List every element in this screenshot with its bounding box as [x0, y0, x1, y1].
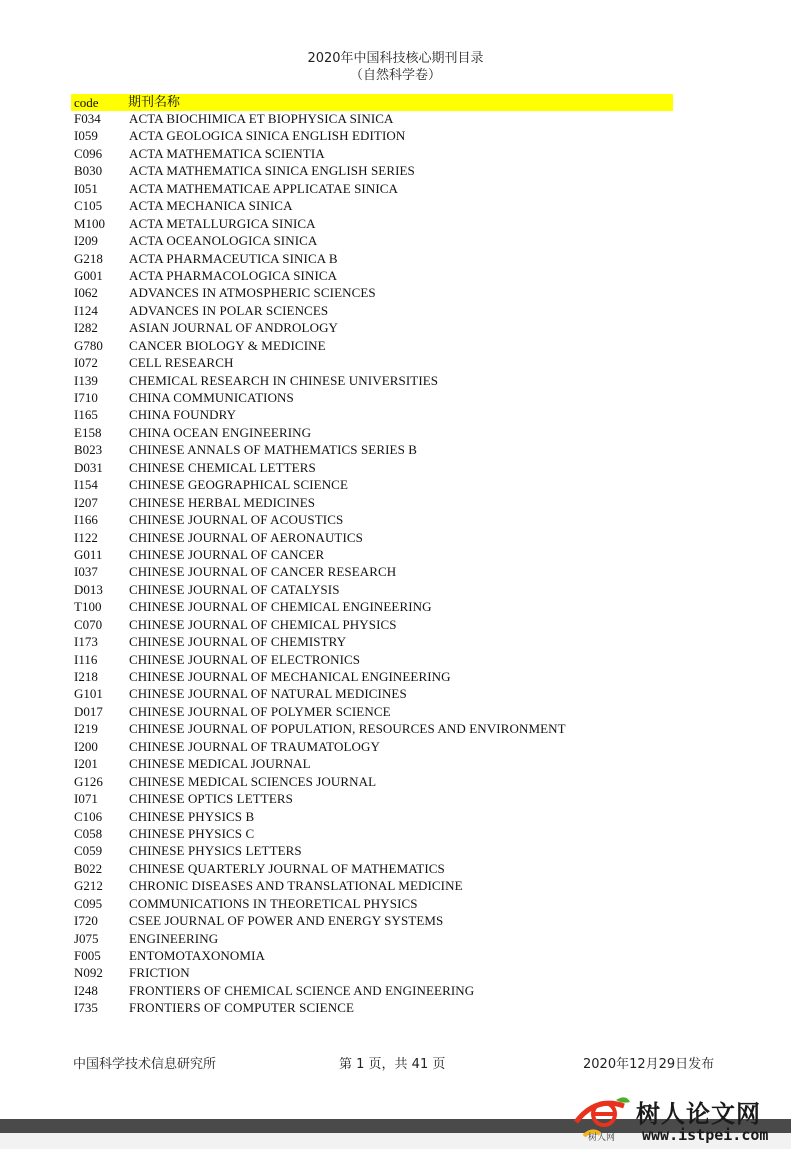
journal-code: I282	[74, 320, 98, 336]
journal-name: CHINESE OPTICS LETTERS	[129, 791, 293, 807]
journal-code: I124	[74, 302, 98, 318]
page-title: 2020年中国科技核心期刊目录	[307, 51, 484, 66]
table-row	[0, 860, 791, 877]
journal-name: ADVANCES IN ATMOSPHERIC SCIENCES	[129, 285, 376, 301]
table-row	[0, 250, 791, 267]
table-row	[0, 930, 791, 947]
journal-code: I207	[74, 494, 98, 510]
table-row	[0, 319, 791, 336]
journal-name: CHINA COMMUNICATIONS	[129, 390, 294, 405]
journal-name: CHINESE PHYSICS B	[129, 808, 255, 824]
journal-name: FRONTIERS OF CHEMICAL SCIENCE AND ENGINEERING	[129, 982, 475, 998]
journal-name: CHINESE PHYSICS C	[129, 825, 255, 841]
table-row	[0, 982, 791, 999]
footer-page-number: 第 1 页，共 41 页	[339, 1057, 446, 1072]
table-row	[0, 720, 791, 737]
journal-name: CHINESE JOURNAL OF CHEMISTRY	[129, 634, 347, 650]
journal-code: G780	[74, 337, 103, 353]
journal-name: CHINESE JOURNAL OF CANCER	[129, 546, 325, 562]
table-row	[0, 685, 791, 702]
journal-code: C106	[74, 808, 103, 824]
journal-code: I219	[74, 721, 98, 737]
table-row	[0, 372, 791, 389]
journal-code: G001	[74, 267, 103, 283]
table-row	[0, 877, 791, 894]
journal-name: CHINESE JOURNAL OF AERONAUTICS	[129, 529, 364, 545]
journal-code: C105	[74, 198, 103, 214]
table-row	[0, 145, 791, 162]
table-row	[0, 511, 791, 528]
journal-code: C096	[74, 145, 103, 161]
table-row	[0, 441, 791, 458]
journal-code: F005	[74, 948, 101, 963]
journal-code: I710	[74, 390, 98, 405]
journal-name: CHINA FOUNDRY	[129, 407, 237, 423]
journal-code: I071	[74, 791, 98, 807]
journal-name: ADVANCES IN POLAR SCIENCES	[129, 302, 329, 318]
journal-code: D017	[74, 703, 103, 719]
table-row	[0, 563, 791, 580]
journal-code: C058	[74, 825, 103, 841]
table-row	[0, 773, 791, 790]
journal-code: I154	[74, 477, 98, 493]
table-row	[0, 127, 791, 144]
table-row	[0, 424, 791, 441]
journal-code: T100	[74, 599, 102, 615]
journal-code: I200	[74, 738, 98, 754]
journal-name: CHINESE JOURNAL OF TRAUMATOLOGY	[129, 738, 380, 754]
journal-name: CHINESE JOURNAL OF MECHANICAL ENGINEERING	[129, 669, 451, 684]
table-row	[0, 964, 791, 981]
table-row	[0, 999, 791, 1016]
journal-code: I166	[74, 512, 98, 528]
table-row	[0, 302, 791, 319]
watermark-site-name: 树人论文网	[636, 1100, 761, 1128]
journal-name: FRICTION	[129, 965, 190, 981]
watermark-small-text: 树人网	[588, 1133, 616, 1143]
journal-code: B023	[74, 442, 103, 458]
table-row	[0, 651, 791, 668]
journal-code: D031	[74, 459, 103, 475]
journal-code: G126	[74, 773, 103, 789]
journal-code: I165	[74, 407, 98, 423]
journal-code: I209	[74, 233, 98, 249]
footer-publisher: 中国科学技术信息研究所	[73, 1057, 217, 1072]
journal-name: CHINESE CHEMICAL LETTERS	[129, 459, 316, 475]
journal-name: ENGINEERING	[129, 930, 219, 946]
journal-code: C059	[74, 843, 103, 859]
journal-list	[0, 110, 791, 1017]
journal-code: C070	[74, 616, 103, 632]
journal-code: G101	[74, 686, 103, 702]
journal-code: J075	[74, 930, 99, 946]
journal-name: CHINESE HERBAL MEDICINES	[129, 494, 316, 510]
journal-code: I201	[74, 756, 98, 772]
table-row	[0, 232, 791, 249]
table-row	[0, 476, 791, 493]
watermark-url: www.istpei.com	[642, 1126, 769, 1144]
table-row	[0, 842, 791, 859]
table-row	[0, 790, 791, 807]
journal-name: ACTA MATHEMATICAE APPLICATAE SINICA	[129, 180, 399, 196]
journal-code: I062	[74, 285, 98, 301]
journal-code: I218	[74, 669, 98, 684]
journal-code: B030	[74, 163, 103, 179]
journal-code: I122	[74, 529, 98, 545]
table-row	[0, 354, 791, 371]
journal-code: D013	[74, 581, 103, 597]
journal-name: CHINESE PHYSICS LETTERS	[129, 843, 302, 859]
table-row	[0, 912, 791, 929]
journal-code: I173	[74, 634, 98, 650]
table-row	[0, 703, 791, 720]
journal-name: CHINESE JOURNAL OF CHEMICAL ENGINEERING	[129, 599, 432, 615]
table-row	[0, 895, 791, 912]
journal-name: CHEMICAL RESEARCH IN CHINESE UNIVERSITIES	[129, 372, 439, 388]
journal-name: ACTA OCEANOLOGICA SINICA	[129, 233, 318, 249]
watermark	[562, 1092, 791, 1149]
journal-name: CHINESE JOURNAL OF POPULATION, RESOURCES AND ENVIRONMENT	[129, 721, 566, 737]
table-row	[0, 337, 791, 354]
journal-name: CHINESE GEOGRAPHICAL SCIENCE	[129, 477, 348, 493]
journal-name: COMMUNICATIONS IN THEORETICAL PHYSICS	[129, 895, 418, 911]
table-row	[0, 459, 791, 476]
journal-name: ACTA MECHANICA SINICA	[129, 198, 293, 214]
journal-code: I248	[74, 982, 98, 998]
journal-code: M100	[74, 215, 106, 231]
journal-name: ACTA PHARMACEUTICA SINICA B	[129, 250, 338, 266]
table-row	[0, 738, 791, 755]
journal-code: I139	[74, 372, 98, 388]
table-row	[0, 197, 791, 214]
journal-code: G218	[74, 250, 103, 266]
footer-date: 2020年12月29日发布	[583, 1057, 715, 1072]
table-row	[0, 546, 791, 563]
journal-code: I116	[74, 651, 98, 667]
journal-name: CHINESE JOURNAL OF NATURAL MEDICINES	[129, 686, 407, 702]
journal-code: I720	[74, 913, 98, 929]
table-row	[0, 825, 791, 842]
journal-code: G212	[74, 878, 103, 894]
journal-name: CANCER BIOLOGY & MEDICINE	[129, 337, 326, 353]
journal-name: CHINESE MEDICAL JOURNAL	[129, 756, 311, 772]
journal-code: N092	[74, 965, 103, 981]
table-header	[71, 94, 673, 111]
journal-code: B022	[74, 860, 103, 876]
header-name: 期刊名称	[128, 95, 181, 110]
journal-name: CHINESE ANNALS OF MATHEMATICS SERIES B	[129, 442, 418, 458]
journal-code: E158	[74, 424, 102, 440]
header-code: code	[74, 95, 99, 110]
journal-name: CSEE JOURNAL OF POWER AND ENERGY SYSTEMS	[129, 913, 444, 929]
journal-code: I059	[74, 128, 98, 144]
journal-name: ACTA GEOLOGICA SINICA ENGLISH EDITION	[129, 128, 406, 144]
journal-name: ENTOMOTAXONOMIA	[129, 948, 265, 963]
table-row	[0, 215, 791, 232]
table-row	[0, 406, 791, 423]
table-row	[0, 110, 791, 127]
journal-name: CHINESE JOURNAL OF CHEMICAL PHYSICS	[129, 616, 397, 632]
table-row	[0, 529, 791, 546]
table-row	[0, 389, 791, 406]
table-row	[0, 755, 791, 772]
table-row	[0, 808, 791, 825]
table-row	[0, 494, 791, 511]
journal-name: CHINESE JOURNAL OF ACOUSTICS	[129, 512, 344, 528]
table-row	[0, 267, 791, 284]
journal-name: CHINA OCEAN ENGINEERING	[129, 424, 312, 440]
table-row	[0, 668, 791, 685]
journal-name: CHINESE MEDICAL SCIENCES JOURNAL	[129, 773, 377, 789]
journal-name: CELL RESEARCH	[129, 355, 234, 371]
page-subtitle: （自然科学卷）	[349, 68, 441, 83]
journal-name: ACTA PHARMACOLOGICA SINICA	[129, 267, 338, 283]
journal-name: CHINESE JOURNAL OF CATALYSIS	[129, 581, 340, 597]
journal-code: F034	[74, 111, 101, 126]
table-row	[0, 947, 791, 964]
journal-code: I051	[74, 180, 98, 196]
table-row	[0, 633, 791, 650]
journal-name: ACTA MATHEMATICA SINICA ENGLISH SERIES	[129, 163, 415, 179]
journal-code: C095	[74, 895, 103, 911]
table-row	[0, 180, 791, 197]
journal-name: CHINESE JOURNAL OF POLYMER SCIENCE	[129, 703, 391, 719]
journal-name: FRONTIERS OF COMPUTER SCIENCE	[129, 1000, 355, 1016]
table-row	[0, 616, 791, 633]
journal-code: I037	[74, 564, 98, 580]
journal-name: CHINESE QUARTERLY JOURNAL OF MATHEMATICS	[129, 860, 445, 876]
journal-code: I072	[74, 355, 98, 371]
table-row	[0, 162, 791, 179]
journal-name: CHRONIC DISEASES AND TRANSLATIONAL MEDICINE	[129, 878, 463, 894]
journal-code: G011	[74, 546, 103, 562]
table-row	[0, 284, 791, 301]
journal-name: ACTA BIOCHIMICA ET BIOPHYSICA SINICA	[129, 111, 394, 126]
journal-name: CHINESE JOURNAL OF ELECTRONICS	[129, 651, 361, 667]
table-row	[0, 598, 791, 615]
journal-code: I735	[74, 1000, 98, 1016]
journal-name: ACTA METALLURGICA SINICA	[129, 215, 316, 231]
journal-name: CHINESE JOURNAL OF CANCER RESEARCH	[129, 564, 397, 580]
table-row	[0, 581, 791, 598]
journal-name: ACTA MATHEMATICA SCIENTIA	[129, 145, 325, 161]
journal-name: ASIAN JOURNAL OF ANDROLOGY	[129, 320, 339, 336]
